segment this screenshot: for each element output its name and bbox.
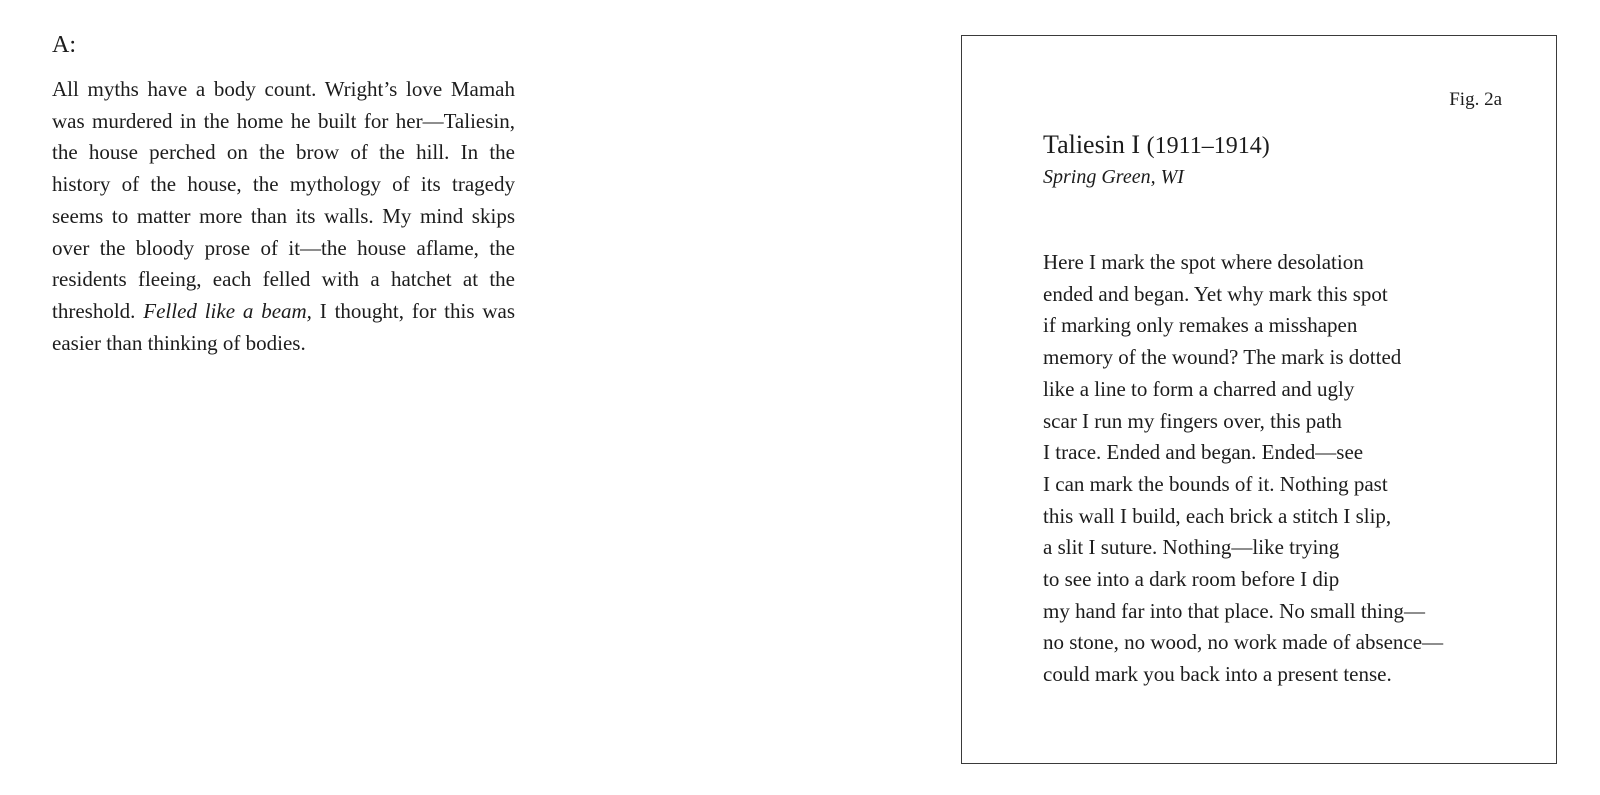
poem-line: my hand far into that place. No small thing—: [1043, 598, 1425, 623]
prose-text-end: I thought, for this was easier than thinking of bodies.: [52, 298, 516, 355]
poem-line: memory of the wound? The mark is dotted: [1043, 345, 1402, 370]
poem-line: like a line to form a charred and ugly: [1043, 376, 1355, 401]
poem-line: ended and began. Yet why mark this spot: [1043, 281, 1388, 306]
poem-line: scar I run my fingers over, this path: [1043, 408, 1342, 433]
poem-body: [1043, 247, 1443, 691]
poem-title: [1043, 128, 1270, 163]
figure-label: Fig. 2a: [1449, 89, 1502, 110]
poem-location: Spring Green, WI: [1043, 166, 1184, 188]
poem-title-name: Taliesin I: [1043, 130, 1141, 159]
figure-panel: [961, 35, 1557, 764]
poem-line: a slit I suture. Nothing—like trying: [1043, 535, 1340, 560]
poem-line: Here I mark the spot where desolation: [1043, 250, 1364, 274]
prose-text-start: All myths have a body count. Wright’s love Mamah was murdered in the home he built for her—Taliesin, the house perched on the brow of the hill. In the history of the house, the mythology of its tragedy seems to matter more than its walls. My mind skips over the bloody prose of it—the house aflame, the residents fleeing, each felled with a hatchet at the threshold.: [52, 77, 515, 323]
prose-paragraph: [52, 74, 515, 359]
poem-line: this wall I build, each brick a stitch I slip,: [1043, 503, 1392, 528]
section-label: A:: [52, 32, 76, 58]
poem-line: I can mark the bounds of it. Nothing past: [1043, 471, 1388, 496]
poem-line: I trace. Ended and began. Ended—see: [1043, 440, 1364, 465]
poem-line: no stone, no wood, no work made of absence—: [1043, 630, 1444, 655]
poem-title-dates: (1911–1914): [1146, 133, 1270, 159]
poem-line: could mark you back into a present tense.: [1043, 662, 1392, 687]
poem-line: if marking only remakes a misshapen: [1043, 313, 1358, 338]
poem-line: to see into a dark room before I dip: [1043, 567, 1340, 592]
prose-italic-phrase: Felled like a beam,: [143, 298, 312, 323]
left-column: [52, 28, 515, 359]
